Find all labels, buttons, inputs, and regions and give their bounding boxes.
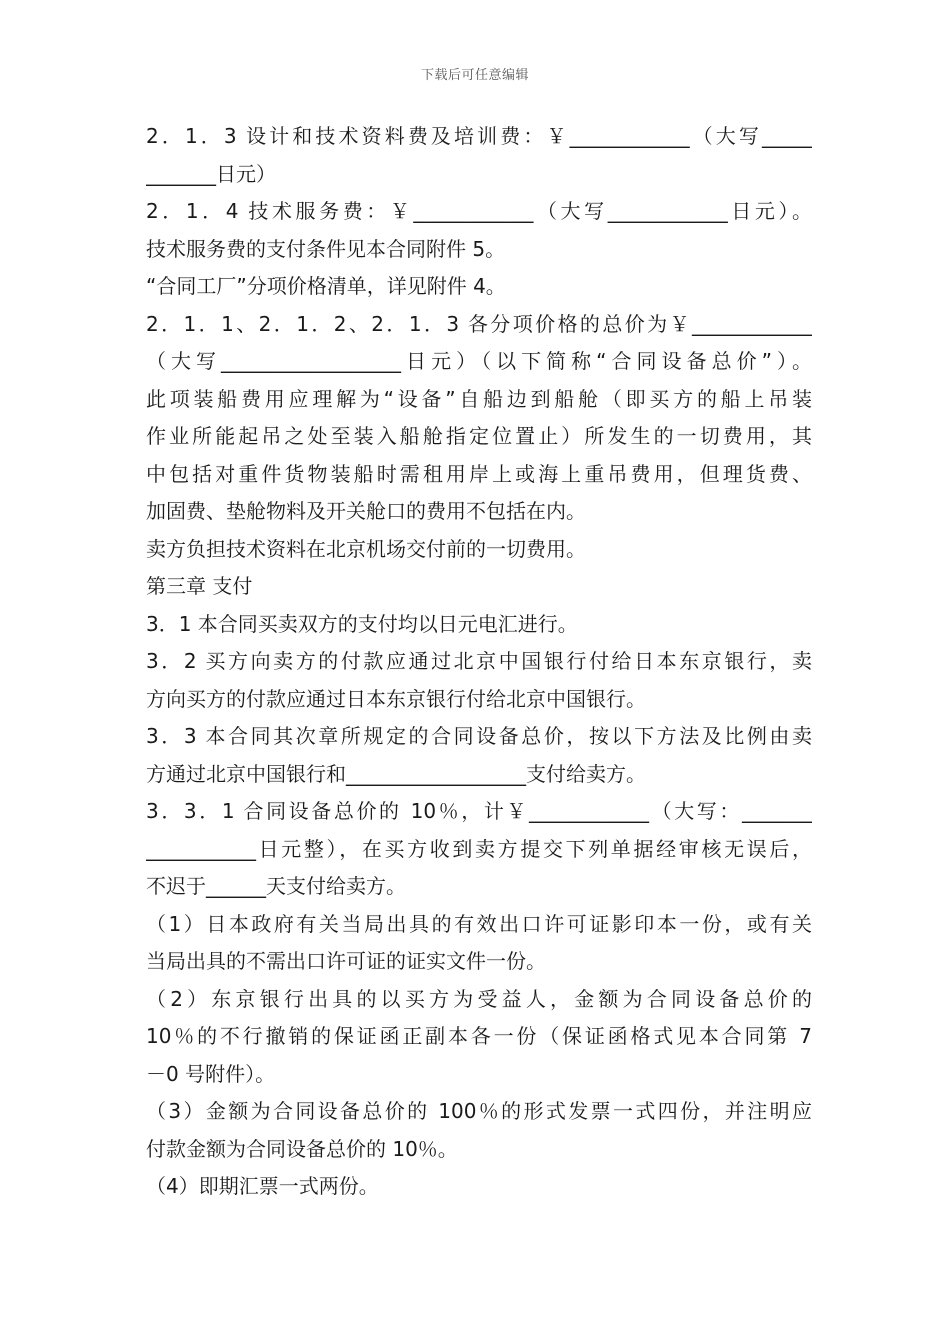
text-line: 不迟于______天支付给卖方。	[146, 874, 406, 898]
text-line: 技术服务费的支付条件见本合同附件 5。	[146, 236, 506, 261]
text-line: 方通过北京中国银行和__________________支付给卖方。	[146, 761, 646, 786]
text-line: 第三章 支付	[146, 574, 253, 598]
text-line: 2．1．1、2．1．2、2．1．3 各分项价格的总价为￥____________	[146, 311, 812, 336]
text-line: 2．1．4 技术服务费：￥____________（大写____________日元）。	[146, 199, 812, 223]
text-line: 作业所能起吊之处至装入船舱指定位置止）所发生的一切费用，其	[146, 424, 812, 448]
text-line: _______日元）	[146, 161, 276, 186]
text-line: 3．1 本合同买卖双方的支付均以日元电汇进行。	[146, 611, 578, 636]
text-line: 10％的不行撤销的保证函正副本各一份（保证函格式见本合同第 7	[146, 1024, 812, 1048]
text-line: “合同工厂”分项价格清单，详见附件 4。	[146, 274, 506, 298]
text-line: （4）即期汇票一式两份。	[146, 1174, 379, 1198]
text-line: 2．1．3 设计和技术资料费及培训费：￥____________（大写_____	[146, 124, 812, 148]
document-body	[146, 118, 812, 1206]
text-line: 当局出具的不需出口许可证的证实文件一份。	[146, 949, 546, 973]
text-line: （1）日本政府有关当局出具的有效出口许可证影印本一份，或有关	[146, 911, 812, 936]
text-line: ___________日元整），在买方收到卖方提交下列单据经审核无误后，	[146, 836, 812, 861]
text-line: （2）东京银行出具的以买方为受益人，金额为合同设备总价的	[146, 986, 812, 1011]
text-line: 方向买方的付款应通过日本东京银行付给北京中国银行。	[146, 686, 646, 711]
text-line: （3）金额为合同设备总价的 100％的形式发票一式四份，并注明应	[146, 1099, 812, 1123]
text-line: 3．3．1 合同设备总价的 10％，计￥____________（大写：_______	[146, 799, 812, 823]
text-line: 3．3 本合同其次章所规定的合同设备总价，按以下方法及比例由卖	[146, 724, 812, 748]
text-line: （大写__________________日元）（以下简称“合同设备总价”）。	[146, 349, 812, 373]
text-line: 此项装船费用应理解为“设备”自船边到船舱（即买方的船上吊装	[146, 386, 812, 411]
text-line: 加固费、垫舱物料及开关舱口的费用不包括在内。	[146, 499, 586, 523]
text-line: 卖方负担技术资料在北京机场交付前的一切费用。	[146, 536, 586, 561]
text-line: 中包括对重件货物装船时需租用岸上或海上重吊费用，但理货费、	[146, 461, 812, 486]
text-line: －0 号附件）。	[146, 1061, 276, 1086]
text-line: 付款金额为合同设备总价的 10％。	[146, 1136, 458, 1161]
text-line: 3．2 买方向卖方的付款应通过北京中国银行付给日本东京银行，卖	[146, 649, 812, 673]
page-header-note: 下载后可任意编辑	[420, 68, 529, 83]
